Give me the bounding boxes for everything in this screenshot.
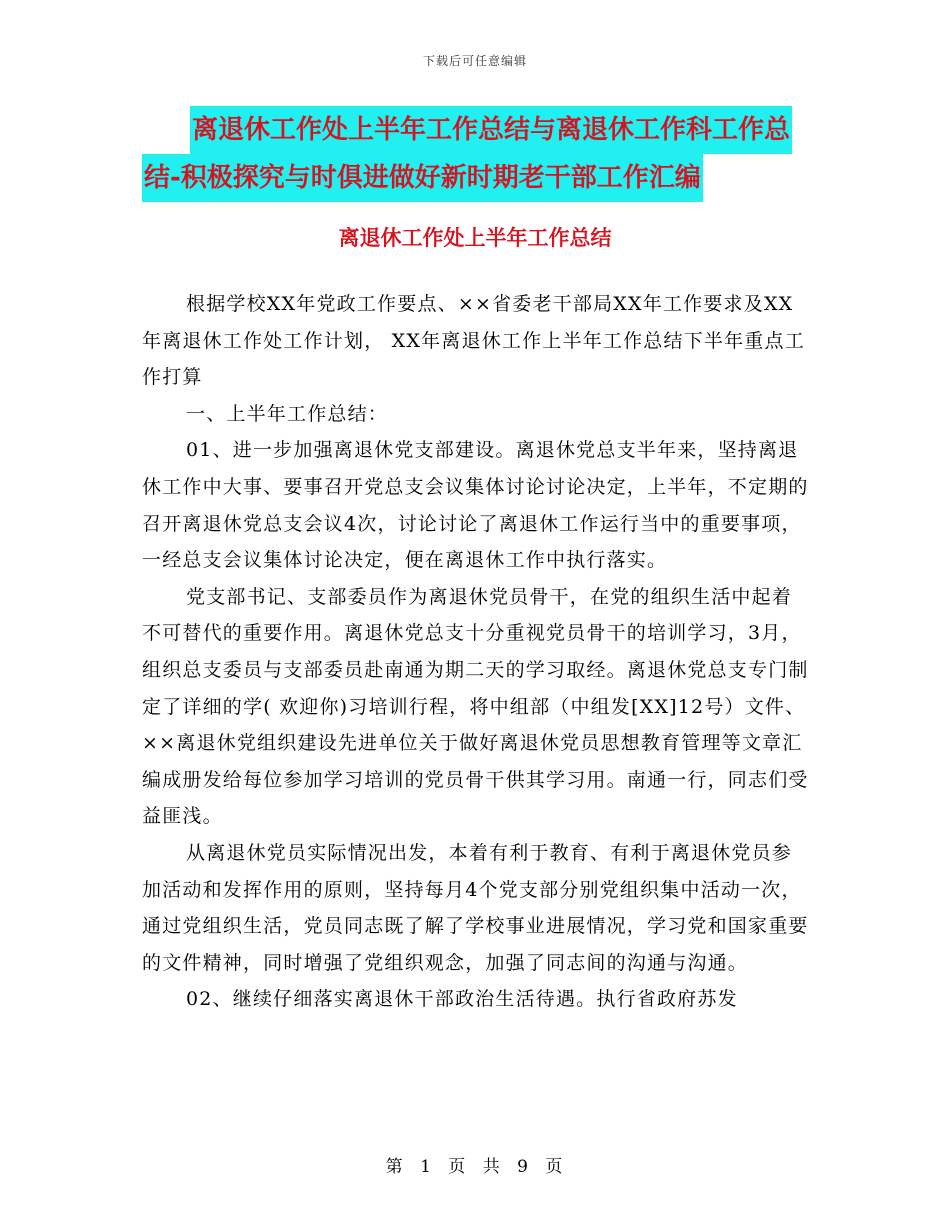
paragraph-heading-summary: 一、上半年工作总结： bbox=[186, 402, 389, 425]
paragraph-party-branch: 01、进一步加强离退休党支部建设。离退休党总支半年来，坚持离退休工作中大事、要事召开党总支会议集体讨论讨论决定，上半年，不定期的召开离退休党总支会议4次，讨论讨论了离退休工作运行当中的重要事项，一经总支会议集体讨论决定，便在离退休工作中执行落实。 bbox=[142, 439, 809, 572]
document-body bbox=[142, 286, 810, 1018]
document-title-line-1: 离退休工作处上半年工作总结与离退休工作科工作总 bbox=[190, 106, 792, 154]
paragraph-treatment: 02、继续仔细落实离退休干部政治生活待遇。执行省政府苏发 bbox=[186, 988, 738, 1011]
footer-label-total: 共 bbox=[482, 1157, 502, 1177]
document-title bbox=[144, 106, 830, 202]
paragraph-intro: 根据学校XX年党政工作要点、××省委老干部局XX年工作要求及XX年离退休工作处工作计划， XX年离退休工作上半年工作总结下半年重点工作打算 bbox=[142, 293, 805, 389]
page-footer bbox=[0, 1152, 950, 1177]
section-title: 离退休工作处上半年工作总结 bbox=[338, 226, 612, 250]
footer-total-pages: 9 bbox=[517, 1157, 530, 1177]
footer-label-page: 第 bbox=[385, 1157, 405, 1177]
header-note: 下载后可任意编辑 bbox=[422, 54, 527, 68]
footer-current-page: 1 bbox=[420, 1157, 433, 1177]
footer-label-total-unit: 页 bbox=[545, 1157, 565, 1177]
paragraph-activities: 从离退休党员实际情况出发，本着有利于教育、有利于离退休党员参加活动和发挥作用的原则，坚持每月4个党支部分别党组织集中活动一次，通过党组织生活，党员同志既了解了学校事业进展情况，学习党和国家重要的文件精神，同时增强了党组织观念，加强了同志间的沟通与沟通。 bbox=[142, 841, 809, 974]
document-title-line-2: 结-积极探究与时俱进做好新时期老干部工作汇编 bbox=[142, 154, 703, 202]
paragraph-training: 党支部书记、支部委员作为离退休党员骨干，在党的组织生活中起着不可替代的重要作用。离退休党总支十分重视党员骨干的培训学习，3月，组织总支委员与支部委员赴南通为期二天的学习取经。离退休党总支专门制定了详细的学( 欢迎你)习培训行程，将中组部（中组发[XX]12号）文件、××离退休党组织建设先进单位关于做好离退休党员思想教育管理等文章汇编成册发给每位参加学习培训的党员骨干供其学习用。南通一行，同志们受益匪浅。 bbox=[142, 585, 809, 828]
footer-label-page-unit: 页 bbox=[448, 1157, 468, 1177]
